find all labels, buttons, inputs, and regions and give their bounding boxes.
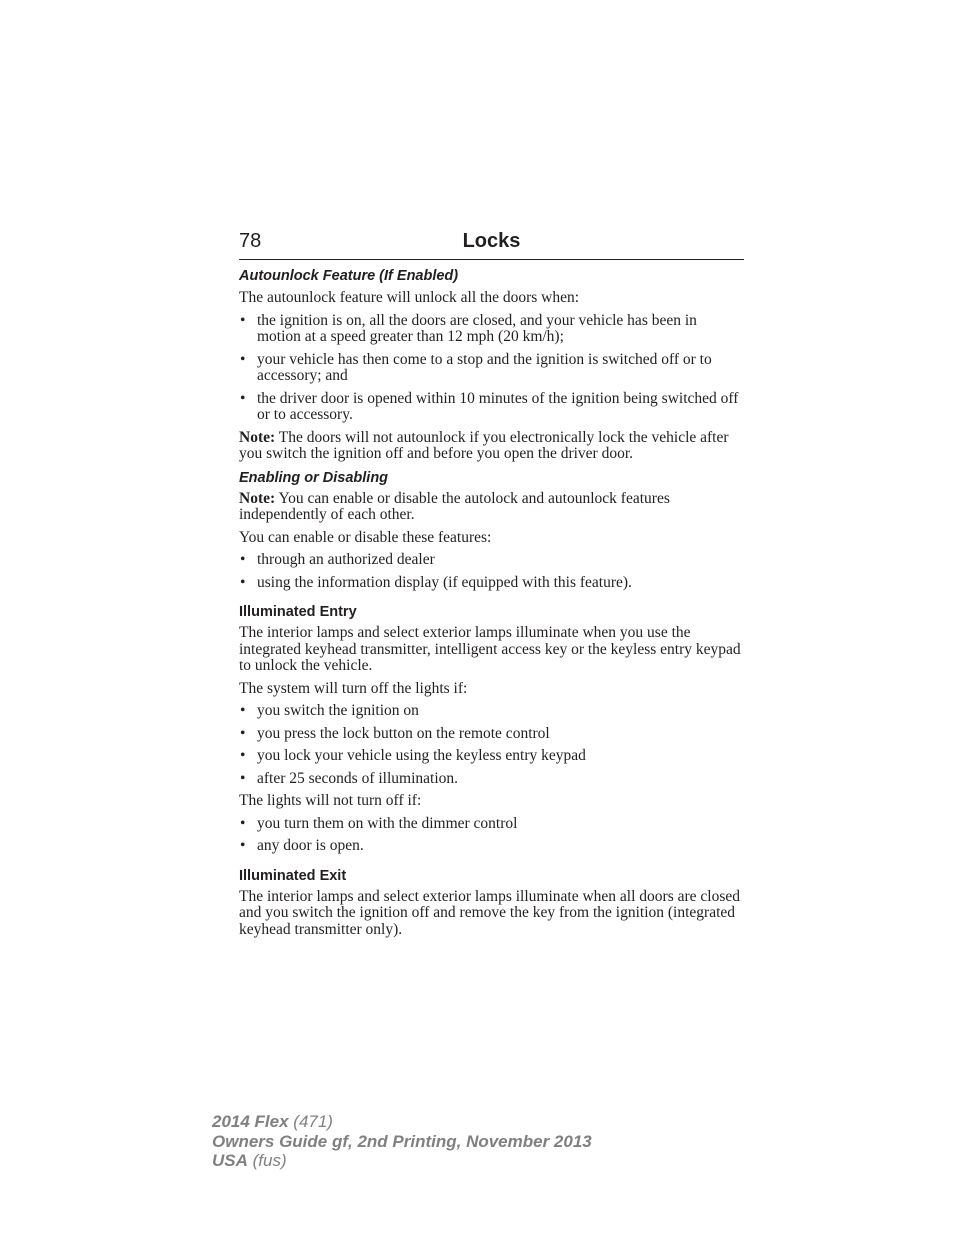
list-item: • you switch the ignition on [239, 703, 744, 720]
heading-enabling: Enabling or Disabling [239, 469, 389, 486]
list-item: • your vehicle has then come to a stop and the ignition is switched off or to accessory; and [239, 352, 744, 385]
note-text: You can enable or disable the autolock and autounlock features independently of each other. [239, 489, 670, 523]
note-label: Note: [239, 428, 276, 446]
enabling-intro: You can enable or disable these features: [239, 528, 492, 546]
footer-market-code: (fus) [247, 1151, 287, 1170]
footer-market: USA [212, 1151, 248, 1170]
illuminated-entry-text: The interior lamps and select exterior lamps illuminate when you use the integrated keyhead transmitter, intelligent access key or the keyless entry keypad to unlock the vehicle. [239, 624, 741, 674]
illuminated-entry-not-off-intro: The lights will not turn off if: [239, 792, 422, 809]
page-header [239, 229, 744, 260]
heading-illuminated-entry: Illuminated Entry [239, 604, 357, 620]
chapter-title: Locks [462, 230, 521, 252]
autounlock-intro: The autounlock feature will unlock all the doors when: [239, 289, 580, 306]
list-item: • the ignition is on, all the doors are closed, and your vehicle has been in motion at a speed greater than 12 mph (20 km/h); [239, 313, 744, 346]
heading-autounlock: Autounlock Feature (If Enabled) [239, 268, 459, 284]
list-item: • through an authorized dealer [239, 552, 744, 569]
illuminated-entry-off-intro: The system will turn off the lights if: [239, 679, 468, 697]
page-number: 78 [239, 230, 262, 252]
illuminated-entry-not-off-list [239, 816, 744, 855]
note-label: Note: [239, 489, 276, 507]
list-item: • you press the lock button on the remote control [239, 726, 744, 743]
footer-market-line [212, 1151, 592, 1171]
note-text: The doors will not autounlock if you electronically lock the vehicle after you switch the ignition off and before you open the driver door. [239, 428, 729, 462]
footer-guide-line [212, 1132, 592, 1152]
footer-guide: Owners Guide gf, 2nd Printing, November 2013 [212, 1131, 592, 1151]
illuminated-exit-text: The interior lamps and select exterior lamps illuminate when all doors are closed and you switch the ignition off and remove the key from the ignition (integrated keyhead transmitter only). [239, 887, 741, 938]
illuminated-entry-off-list [239, 703, 744, 787]
footer-model-line [212, 1112, 592, 1132]
autounlock-list [239, 313, 744, 424]
list-item: • using the information display (if equipped with this feature). [239, 575, 744, 592]
list-item: • you lock your vehicle using the keyless entry keypad [239, 748, 744, 765]
list-item: • after 25 seconds of illumination. [239, 771, 744, 788]
list-item: • you turn them on with the dimmer control [239, 816, 744, 833]
page-content [239, 266, 744, 938]
autounlock-note [239, 430, 744, 463]
footer-model: 2014 Flex [212, 1112, 289, 1131]
enabling-note [239, 491, 744, 524]
footer-model-code: (471) [288, 1112, 333, 1131]
list-item: • any door is open. [239, 838, 744, 855]
page-footer [212, 1112, 592, 1171]
heading-illuminated-exit: Illuminated Exit [239, 867, 347, 884]
enabling-list [239, 552, 744, 591]
list-item: • the driver door is opened within 10 minutes of the ignition being switched off or to accessory. [239, 391, 744, 424]
